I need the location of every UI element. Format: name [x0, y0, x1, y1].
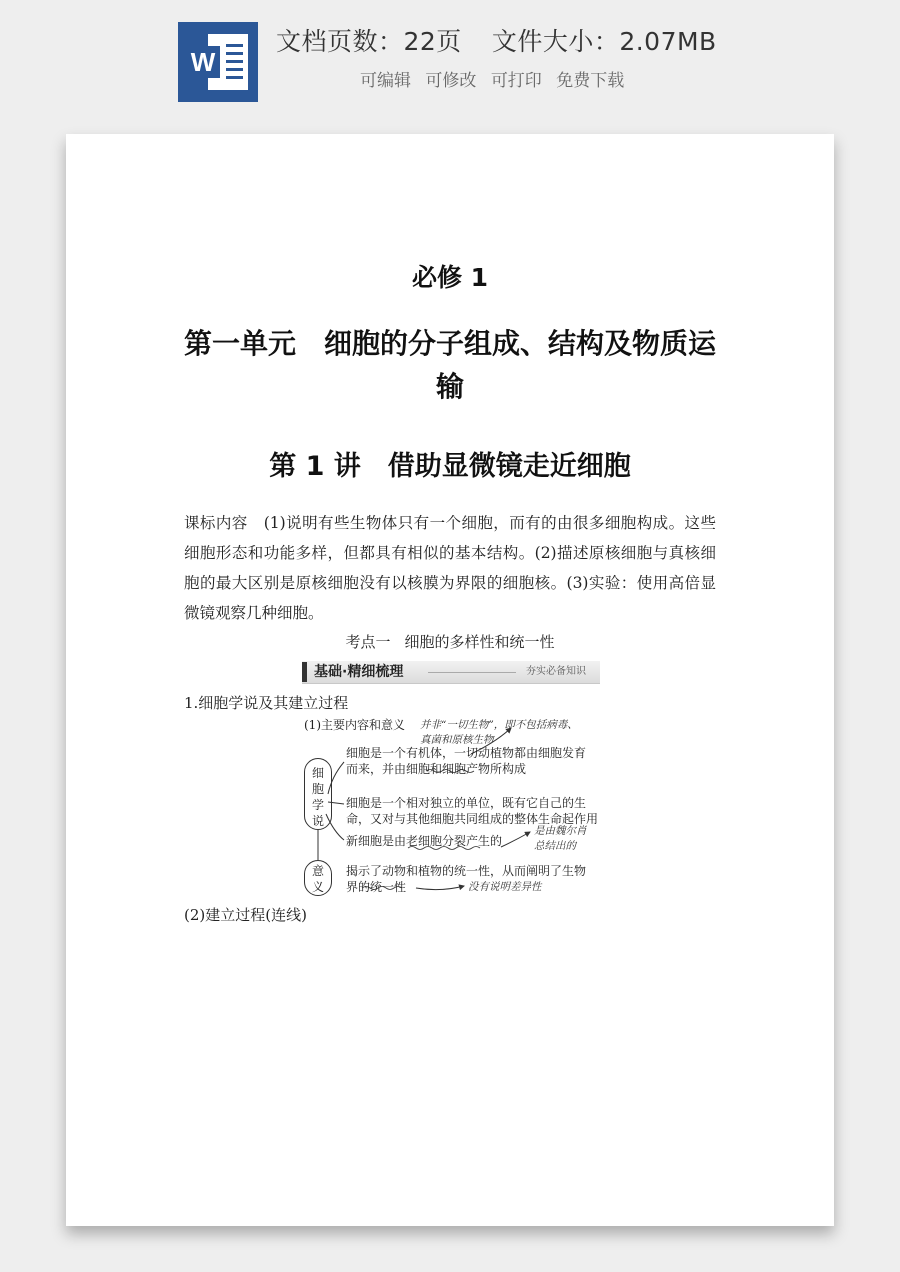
feature-editable: 可编辑	[360, 71, 411, 91]
content1-line2: 而来，并由细胞和细胞产物所构成	[346, 762, 527, 776]
document-page	[66, 134, 834, 1226]
page-count: 文档页数：22页	[276, 27, 462, 56]
word-document-icon	[178, 22, 258, 102]
curriculum-label: 课标内容	[184, 514, 248, 532]
oval-cell-theory	[304, 758, 332, 830]
note-virchow-line1: 是由魏尔肖	[534, 825, 587, 837]
banner-rule	[428, 672, 516, 673]
banner-bar	[302, 662, 307, 682]
note-not-all-life-line1: 并非“一切生物”，即不包括病毒、	[420, 719, 578, 731]
unit-title: 第一单元 细胞的分子组成、结构及物质运输	[183, 327, 716, 403]
banner-title: 基础·精细梳理	[314, 664, 404, 680]
oval-cell-theory-text: 细胞学说	[311, 766, 324, 828]
oval-meaning-text: 意义	[311, 864, 324, 894]
curriculum-text: (1)说明有些生物体只有一个细胞，而有的由很多细胞构成。这些细胞形态和功能多样，但都具有相似的基本结构。(2)描述原核细胞与真核细胞的最大区别是原核细胞没有以核膜为界限的细胞核。(3)实验：使用高倍显微镜观察几种细胞。	[184, 514, 716, 622]
file-info-header	[0, 0, 900, 120]
curriculum-paragraph	[184, 508, 716, 628]
content2-line1: 细胞是一个相对独立的单位，既有它自己的生	[346, 796, 587, 810]
meaning-line1: 揭示了动物和植物的统一性，从而阐明了生物	[346, 864, 587, 878]
file-stats-line	[276, 22, 756, 58]
diagram-heading: (1)主要内容和意义	[304, 718, 405, 732]
course-title: 必修 1	[411, 263, 489, 292]
note-no-difference: 没有说明差异性	[468, 881, 542, 893]
kaodian-heading	[66, 631, 834, 652]
section1-title: 1.细胞学说及其建立过程	[184, 694, 349, 712]
kaodian-title: 细胞的多样性和统一性	[404, 633, 555, 651]
note-not-all-life-line2: 真菌和原核生物	[420, 734, 494, 746]
feature-free-download: 免费下载	[556, 71, 625, 91]
feature-printable: 可打印	[490, 71, 542, 91]
oval-meaning	[304, 860, 332, 896]
meaning-line2: 界的统一性	[346, 880, 407, 894]
banner-subtitle: 夯实必备知识	[526, 666, 586, 677]
content1-line1: 细胞是一个有机体，一切动植物都由细胞发育	[346, 746, 587, 760]
note-virchow-line2: 总结出的	[534, 840, 576, 852]
section-banner	[302, 661, 600, 684]
kaodian-label: 考点一	[345, 633, 391, 651]
word-logo-letter: W	[186, 46, 220, 78]
file-size: 文件大小：2.07MB	[491, 27, 717, 56]
content2-line2: 命，又对与其他细胞共同组成的整体生命起作用	[346, 812, 599, 826]
cell-theory-diagram	[296, 714, 606, 899]
content3: 新细胞是由老细胞分裂产生的	[346, 834, 503, 848]
feature-list	[360, 66, 660, 90]
section2-title: (2)建立过程(连线)	[184, 906, 307, 924]
feature-modifiable: 可修改	[425, 71, 477, 91]
lecture-title: 第 1 讲 借助显微镜走近细胞	[269, 451, 631, 482]
